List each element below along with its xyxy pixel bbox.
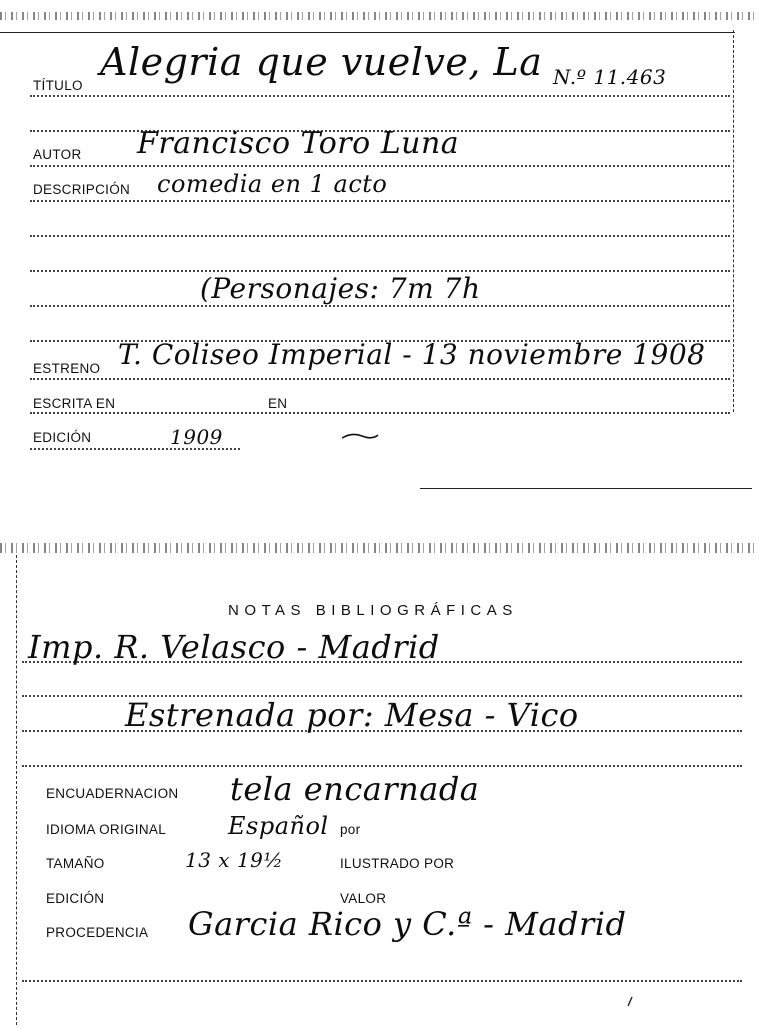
procedencia-label: PROCEDENCIA bbox=[46, 925, 149, 940]
top-card-right-edge bbox=[733, 30, 734, 412]
bottom-card-left-edge bbox=[16, 555, 17, 1025]
rule-line bbox=[30, 165, 730, 167]
tamano-value: 13 x 19½ bbox=[185, 848, 284, 872]
stray-mark bbox=[625, 994, 635, 1008]
idioma-value: Español bbox=[228, 812, 329, 840]
notes-line-1: Imp. R. Velasco - Madrid bbox=[28, 628, 440, 666]
rule-line bbox=[30, 200, 730, 202]
rule-line bbox=[22, 980, 742, 982]
en-label: EN bbox=[268, 396, 288, 411]
rule-line bbox=[30, 235, 730, 237]
rule-line bbox=[30, 305, 730, 307]
rule-line bbox=[22, 765, 742, 767]
ilustrado-label: ILUSTRADO POR bbox=[340, 856, 455, 871]
encuadernacion-label: ENCUADERNACION bbox=[46, 786, 179, 801]
escrita-en-label: ESCRITA EN bbox=[33, 396, 116, 411]
procedencia-value: Garcia Rico y C.ª - Madrid bbox=[188, 905, 627, 943]
titulo-label: TÍTULO bbox=[33, 78, 83, 93]
rule-line bbox=[30, 378, 730, 380]
rule-line bbox=[30, 412, 730, 414]
autor-value: Francisco Toro Luna bbox=[137, 126, 460, 161]
rule-line bbox=[30, 95, 730, 97]
numero-value: N.º 11.463 bbox=[553, 65, 667, 89]
tamano-label: TAMAÑO bbox=[46, 856, 105, 871]
scan-edge-middle bbox=[0, 543, 759, 553]
estreno-value: T. Coliseo Imperial - 13 noviembre 1908 bbox=[118, 338, 706, 371]
descripcion-value: comedia en 1 acto bbox=[157, 170, 388, 198]
idioma-label: IDIOMA ORIGINAL bbox=[46, 822, 167, 837]
valor-label: VALOR bbox=[340, 891, 387, 906]
top-card-border bbox=[0, 32, 735, 33]
dash-mark bbox=[340, 428, 380, 444]
encuadernacion-value: tela encarnada bbox=[230, 770, 480, 808]
titulo-value: Alegria que vuelve, La bbox=[100, 40, 543, 84]
por-label: por bbox=[340, 822, 361, 837]
autor-label: AUTOR bbox=[33, 147, 82, 162]
estreno-label: ESTRENO bbox=[33, 361, 101, 376]
notes-line-2: Estrenada por: Mesa - Vico bbox=[125, 696, 579, 734]
edicion-label: EDICIÓN bbox=[33, 430, 92, 445]
card-bottom-edge bbox=[420, 488, 752, 489]
scan-edge-top bbox=[0, 12, 759, 20]
edicion-value: 1909 bbox=[170, 425, 223, 449]
descripcion-label: DESCRIPCIÓN bbox=[33, 182, 131, 197]
notas-heading: NOTAS BIBLIOGRÁFICAS bbox=[228, 602, 518, 619]
edicion-bottom-label: EDICIÓN bbox=[46, 891, 105, 906]
personajes-value: (Personajes: 7m 7h bbox=[200, 272, 481, 305]
